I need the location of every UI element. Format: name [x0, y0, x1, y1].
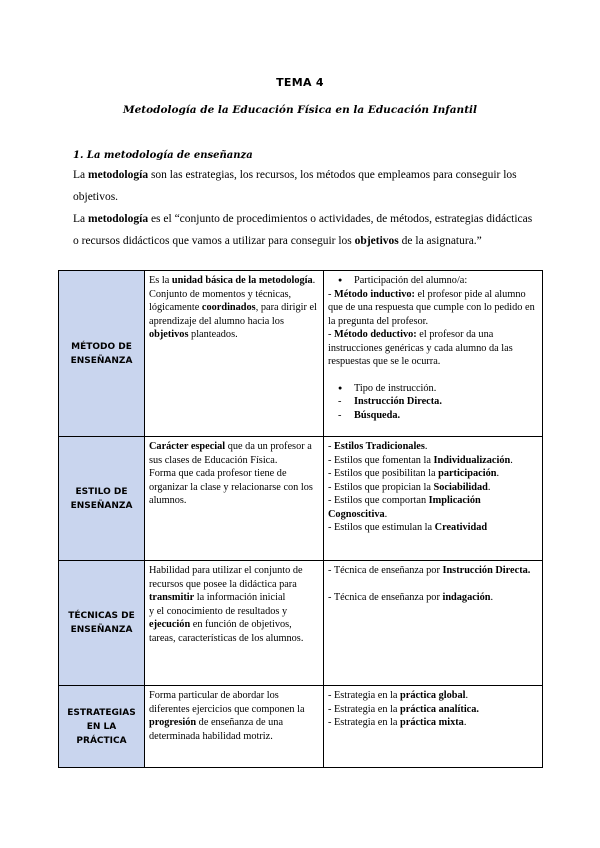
text-run: planteados.: [188, 329, 238, 340]
text-run: el profesor da una instrucciones genéricas y cada alumno da las respuestas que se le ocurra.: [328, 329, 513, 367]
page-subtitle: Metodología de la Educación Física en la Educación Infantil: [122, 104, 478, 116]
detail-line: [328, 521, 538, 535]
text-run: .: [510, 454, 513, 466]
text-run: . Conjunto de momentos y técnicas, lógicamente: [149, 275, 316, 313]
bullet-item: [328, 382, 538, 396]
text-run: .: [490, 591, 494, 603]
bold-text: participación: [438, 468, 497, 479]
text-run: Forma que cada profesor tiene de organizar la clase y relacionarse con los alumnos.: [149, 468, 313, 506]
bold-text: Búsqueda.: [354, 409, 401, 421]
text-run: - Estilos que propician la: [328, 481, 434, 493]
text-run: .: [465, 690, 469, 701]
row-description: [145, 686, 324, 768]
text-run: de enseñanza de una: [196, 717, 284, 728]
text-run: - Estrategia en la: [328, 717, 401, 728]
text-run: Forma particular de abordar los diferentes ejercicios que componen la: [149, 690, 305, 715]
detail-line: [328, 288, 538, 329]
text-run: , para dirigir el aprendizaje del alumno hacia los: [149, 302, 317, 327]
text-run: La: [73, 213, 89, 225]
detail-line: [328, 467, 538, 481]
bold-text: unidad básica de la metodología: [171, 275, 313, 286]
detail-line: [328, 494, 538, 521]
text-run: la información inicial: [194, 592, 286, 603]
text-run: es el “conjunto de procedimientos o actividades, de métodos, estrategias didácticas o recursos didácticos que vamos a utilizar para conseguir los: [73, 213, 533, 247]
row-details: [324, 686, 543, 768]
bold-text: práctica analítica.: [400, 703, 479, 715]
bold-text: metodología: [88, 213, 149, 225]
bold-text: transmitir: [149, 592, 195, 603]
bold-text: Sociabilidad: [433, 481, 488, 493]
text-run: - Estrategia en la: [328, 690, 401, 701]
bold-text: objetivos: [149, 329, 189, 340]
row-details: [324, 271, 543, 437]
text-run: de la asignatura.”: [398, 235, 482, 247]
text-run: - Estilos que comportan: [328, 495, 429, 506]
row-description: [145, 437, 324, 561]
bold-text: Estilos Tradicionales: [334, 441, 425, 452]
text-run: - Técnica de enseñanza por: [328, 591, 443, 603]
text-run: el profesor pide al alumno que de una respuesta que cumple con lo pedido en la pregunta del profesor.: [328, 288, 535, 327]
detail-line: [328, 454, 538, 468]
row-description: [145, 271, 324, 437]
bullet-icon: ●: [338, 383, 343, 392]
table-row: [59, 271, 543, 437]
text-run: - Estrategia en la: [328, 703, 401, 715]
bullet-icon: ●: [338, 276, 343, 284]
text-run: -: [328, 288, 335, 300]
row-details: [324, 561, 543, 686]
text-run: Habilidad para utilizar el conjunto de recursos que posee la didáctica para: [149, 565, 303, 590]
text-run: determinada habilidad motriz.: [149, 730, 273, 742]
bullet-item: [328, 274, 538, 288]
row-heading: ESTILO DE ENSEÑANZA: [59, 437, 145, 561]
bold-text: Creatividad: [434, 522, 488, 533]
detail-line: [328, 591, 538, 605]
text-run: que da un profesor a sus clases de Educación Física.: [149, 441, 312, 466]
table-row: [59, 561, 543, 686]
bold-text: Individualización: [433, 454, 511, 466]
text-run: - Estilos que posibilitan la: [328, 468, 439, 479]
detail-line: [328, 703, 538, 717]
text-run: y el conocimiento de resultados y: [149, 605, 288, 617]
text-run: .: [487, 481, 491, 493]
text-run: - Técnica de enseñanza por: [328, 565, 443, 576]
bold-text: Implicación Cognoscitiva: [328, 495, 481, 520]
text-run: .: [463, 717, 467, 728]
bold-text: objetivos: [354, 235, 399, 247]
text-run: son las estrategias, los recursos, los métodos que empleamos para conseguir los objetivos.: [73, 169, 517, 203]
spacer: [328, 578, 538, 591]
intro-paragraph-2: [73, 208, 533, 252]
methodology-table: [58, 270, 543, 768]
row-description: [145, 561, 324, 686]
text-run: en función de objetivos, tareas, características de los alumnos.: [149, 619, 304, 644]
dash-item: [328, 409, 538, 423]
bold-text: Método deductivo:: [334, 329, 417, 340]
spacer: [328, 369, 538, 382]
detail-line: [328, 440, 538, 454]
section-heading: 1. La metodología de enseñanza: [73, 150, 253, 161]
intro-paragraph-1: [73, 164, 533, 208]
dash-item: [328, 395, 538, 409]
text-run: -: [328, 329, 335, 340]
detail-line: [328, 328, 538, 369]
dash-icon: -: [338, 396, 342, 407]
bold-text: práctica mixta: [400, 717, 464, 728]
text-run: Participación del alumno/a:: [354, 275, 468, 286]
bold-text: Instrucción Directa.: [354, 396, 442, 407]
text-run: - Estilos que fomentan la: [328, 454, 434, 466]
row-details: [324, 437, 543, 561]
text-run: .: [424, 441, 428, 452]
bold-text: metodología: [88, 169, 149, 181]
text-run: - Estilos que estimulan la: [328, 522, 435, 533]
detail-line: [328, 689, 538, 703]
text-run: .: [384, 508, 388, 520]
text-run: Tipo de instrucción.: [354, 382, 437, 394]
text-run: -: [328, 441, 335, 452]
bold-text: coordinados: [201, 302, 256, 313]
bold-text: Carácter especial: [149, 441, 226, 452]
bold-text: ejecución: [149, 619, 191, 630]
row-heading: TÉCNICAS DE ENSEÑANZA: [59, 561, 145, 686]
bold-text: indagación: [442, 591, 491, 603]
bold-text: práctica global: [400, 690, 466, 701]
bold-text: progresión: [149, 717, 197, 728]
table-row: [59, 686, 543, 768]
row-heading: ESTRATEGIAS EN LA PRÁCTICA: [59, 686, 145, 768]
detail-line: [328, 716, 538, 730]
text-run: Es la: [149, 275, 172, 286]
table-row: [59, 437, 543, 561]
bold-text: Instrucción Directa.: [442, 565, 531, 576]
text-run: .: [496, 468, 500, 479]
bold-text: Método inductivo:: [334, 288, 415, 300]
detail-line: [328, 564, 538, 578]
row-heading: MÉTODO DE ENSEÑANZA: [59, 271, 145, 437]
text-run: La: [73, 169, 89, 181]
dash-icon: -: [338, 409, 342, 421]
detail-line: [328, 481, 538, 495]
page-title: TEMA 4: [276, 76, 324, 89]
